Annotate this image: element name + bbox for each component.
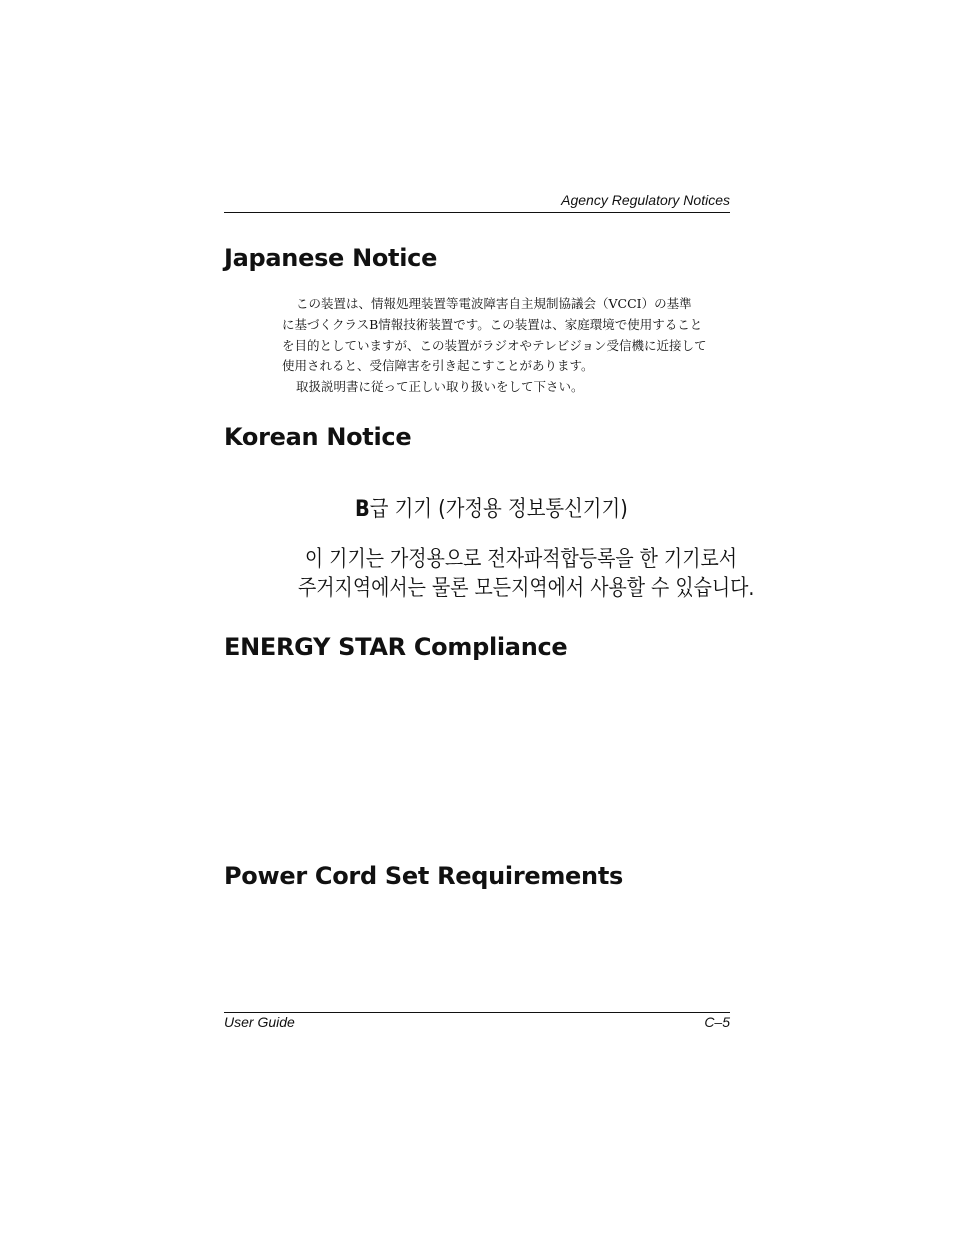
power-cord-heading: Power Cord Set Requirements xyxy=(224,862,623,890)
korean-notice-line: 이 기기는 가정용으로 전자파적합등록을 한 기기로서 xyxy=(304,547,738,572)
korean-notice-heading: Korean Notice xyxy=(224,423,412,451)
korean-notice-text xyxy=(298,545,754,603)
japanese-notice-line: この装置は、情報処理装置等電波障害自主規制協議会（VCCI）の基準 xyxy=(296,296,692,311)
japanese-notice-line: を目的としていますが、この装置がラジオやテレビジョン受信機に近接して xyxy=(282,337,707,353)
korean-notice-title xyxy=(355,492,628,523)
korean-notice-line: 주거지역에서는 물론 모든지역에서 사용할 수 있습니다. xyxy=(298,576,755,601)
korean-title-text: 급 기기 (가정용 정보통신기기) xyxy=(369,497,628,522)
page-number: C–5 xyxy=(704,1014,730,1030)
korean-class-letter: B xyxy=(355,497,370,522)
footer-doc-title: User Guide xyxy=(224,1014,295,1030)
japanese-notice-heading: Japanese Notice xyxy=(224,244,438,272)
header-rule xyxy=(224,212,730,213)
japanese-notice-text xyxy=(282,294,732,398)
footer-rule xyxy=(224,1012,730,1013)
running-header: Agency Regulatory Notices xyxy=(561,192,730,208)
japanese-notice-line: 使用されると、受信障害を引き起こすことがあります。 xyxy=(282,358,594,374)
japanese-notice-line: 取扱説明書に従って正しい取り扱いをして下さい。 xyxy=(296,379,584,395)
energy-star-heading: ENERGY STAR Compliance xyxy=(224,633,568,661)
japanese-notice-line: に基づくクラスB情報技術装置です。この装置は、家庭環境で使用すること xyxy=(282,316,703,332)
